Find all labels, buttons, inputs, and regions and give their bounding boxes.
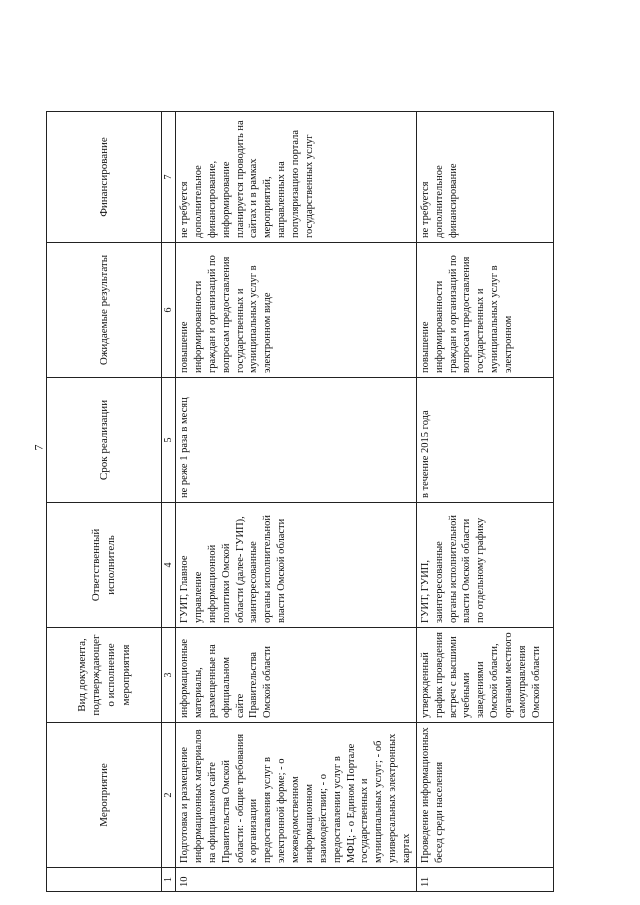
activity-cell: Подготовка и размещение информационных материалов на официальном сайте Правительства Омской области: - общие требования к организации предоставления услуг в электронной форме; - о межведомственном информационном взаимодействии; - о предоставлении услуг в МФЦ; - о Едином Портале государственных и муниципальных услуг; - об универсальных электронных картах [176, 723, 417, 868]
column-number: 3 [162, 628, 176, 723]
header-cell-results: Ожидаемые результаты [47, 243, 162, 378]
term-cell: в течение 2015 года [416, 378, 553, 503]
document-cell: информационные материалы, размещенные на официальном сайте Правительства Омской области [176, 628, 417, 723]
column-number: 4 [162, 503, 176, 628]
header-row [47, 112, 162, 892]
header-cell-index [47, 868, 162, 892]
financing-cell: не требуется дополнительное финансирование [416, 112, 553, 243]
row-number: 11 [416, 868, 553, 892]
column-number: 5 [162, 378, 176, 503]
column-number: 7 [162, 112, 176, 243]
executor-cell: ГУИТ, ГУИП, заинтересованные органы исполнительной власти Омской области по отдельному графику [416, 503, 553, 628]
rotated-sheet [46, 112, 586, 892]
header-cell-document: Вид документа, подтверждающего исполнение мероприятия [47, 628, 162, 723]
header-cell-executor: Ответственный исполнитель [47, 503, 162, 628]
column-number: 2 [162, 723, 176, 868]
document-cell: утвержденный график проведения встреч с высшими учебными заведениями Омской области, органами местного самоуправления Омской области [416, 628, 553, 723]
term-cell: не реже 1 раза в месяц [176, 378, 417, 503]
results-cell: повышение информированности граждан и организаций по вопросам предоставления государственных и муниципальных услуг в электронном [416, 243, 553, 378]
row-number: 10 [176, 868, 417, 892]
column-number: 1 [162, 868, 176, 892]
column-number-row [162, 112, 176, 892]
activity-cell: Проведение информационных бесед среди населения [416, 723, 553, 868]
financing-cell: не требуется дополнительное финансирование, информирование планируется проводить на сайтах и в рамках мероприятий, направленных на популяризацию портала государственных услуг [176, 112, 417, 243]
executor-cell: ГУИТ, Главное управление информационной политики Омской области (далее- ГУИП), заинтересованные органы исполнительной власти Омской области [176, 503, 417, 628]
page-number: 7 [31, 444, 46, 451]
header-cell-term: Срок реализации [47, 378, 162, 503]
results-cell: повышение информированности граждан и организаций по вопросам предоставления государственных и муниципальных услуг в электронном виде [176, 243, 417, 378]
column-number: 6 [162, 243, 176, 378]
header-cell-financing: Финансирование [47, 112, 162, 243]
plan-table [46, 111, 554, 892]
header-cell-activity: Мероприятие [47, 723, 162, 868]
table-row [416, 112, 553, 892]
table-row [176, 112, 417, 892]
